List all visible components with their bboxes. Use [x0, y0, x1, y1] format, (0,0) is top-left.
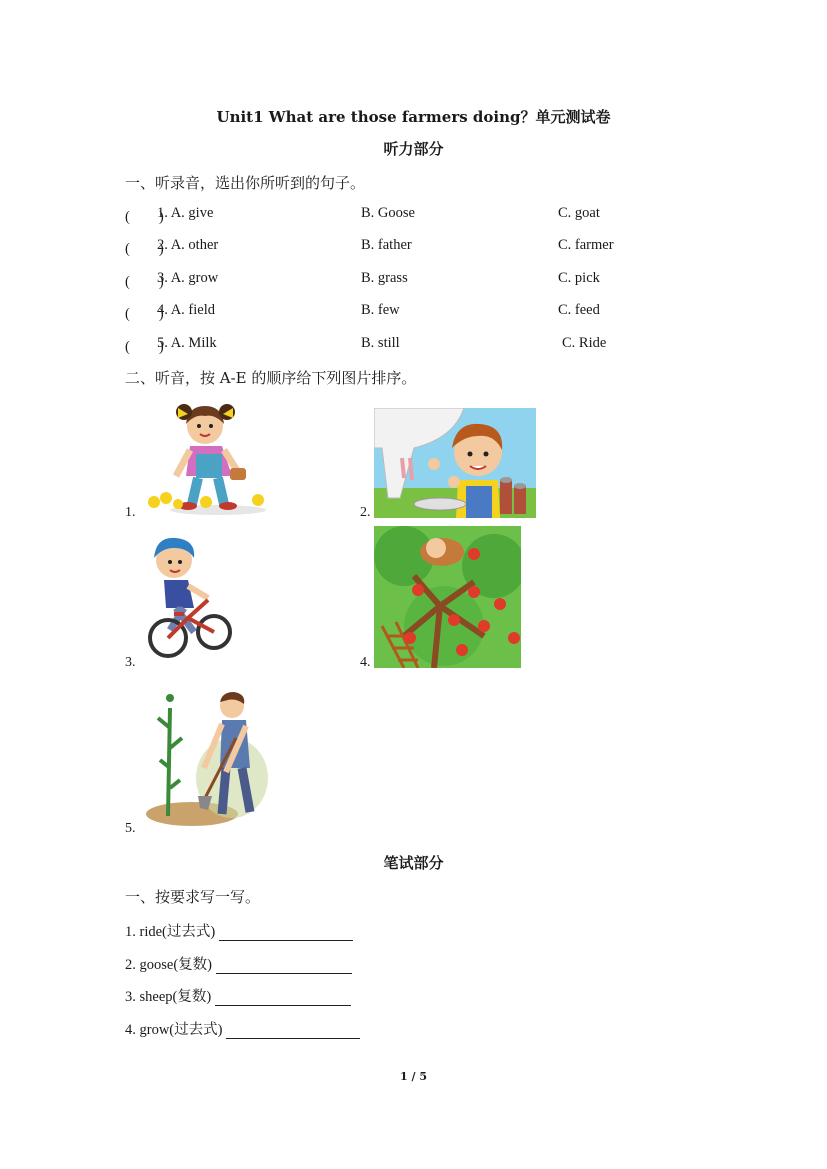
option-c: C. Ride [562, 335, 607, 351]
answer-paren[interactable]: ( ) [125, 241, 164, 257]
option-a: 2. A. other [157, 237, 219, 253]
page-title: Unit1 What are those farmers doing？单元测试卷 [216, 108, 611, 126]
listening-q1-heading: 一、听录音，选出你所听到的句子。 [125, 174, 366, 192]
answer-blank[interactable] [215, 991, 351, 1006]
writing-heading: 笔试部分 [383, 854, 444, 872]
answer-paren[interactable]: ( ) [125, 209, 164, 225]
page-number: 1 / 5 [400, 1070, 427, 1083]
boy-milking-cow-illustration [374, 408, 536, 518]
apple-tree-illustration [374, 526, 521, 668]
option-c: C. farmer [558, 237, 614, 253]
write-item [125, 985, 351, 1007]
picture-label-1: 1. [125, 505, 136, 520]
option-b: B. Goose [361, 205, 415, 221]
write-item [125, 920, 353, 942]
listening-q2-heading: 二、听音，按 A-E 的顺序给下列图片排序。 [125, 369, 417, 387]
answer-paren[interactable]: ( ) [125, 306, 164, 322]
write-item-prompt: 4. grow(过去式) [125, 1022, 223, 1038]
answer-paren[interactable]: ( ) [125, 274, 164, 290]
option-c: C. goat [558, 205, 600, 221]
option-a: 1. A. give [157, 205, 214, 221]
writing-q1-heading: 一、按要求写一写。 [125, 888, 261, 906]
answer-blank[interactable] [216, 959, 352, 974]
write-item-prompt: 1. ride(过去式) [125, 924, 216, 940]
option-c: C. pick [558, 270, 600, 286]
answer-paren[interactable]: ( ) [125, 339, 164, 355]
option-b: B. few [361, 302, 400, 318]
question-row [125, 237, 685, 259]
option-b: B. grass [361, 270, 408, 286]
option-c: C. feed [558, 302, 600, 318]
listening-heading: 听力部分 [383, 140, 444, 158]
option-b: B. father [361, 237, 412, 253]
boy-riding-bike-illustration [148, 534, 234, 664]
write-item-prompt: 3. sheep(复数) [125, 989, 212, 1005]
write-item [125, 1018, 360, 1040]
picture-label-2: 2. [360, 505, 371, 520]
picture-label-3: 3. [125, 655, 136, 670]
write-item [125, 953, 352, 975]
option-a: 3. A. grow [157, 270, 219, 286]
picture-label-4: 4. [360, 655, 371, 670]
picture-label-5: 5. [125, 821, 136, 836]
question-row [125, 205, 685, 227]
option-a: 4. A. field [157, 302, 215, 318]
farmer-planting-tree-illustration [142, 688, 268, 828]
question-row [125, 335, 685, 357]
question-row [125, 302, 685, 324]
girl-feeding-chicks-illustration [140, 398, 270, 518]
option-a: 5. A. Milk [157, 335, 217, 351]
option-b: B. still [361, 335, 400, 351]
answer-blank[interactable] [219, 926, 353, 941]
question-row [125, 270, 685, 292]
answer-blank[interactable] [226, 1024, 360, 1039]
write-item-prompt: 2. goose(复数) [125, 957, 212, 973]
